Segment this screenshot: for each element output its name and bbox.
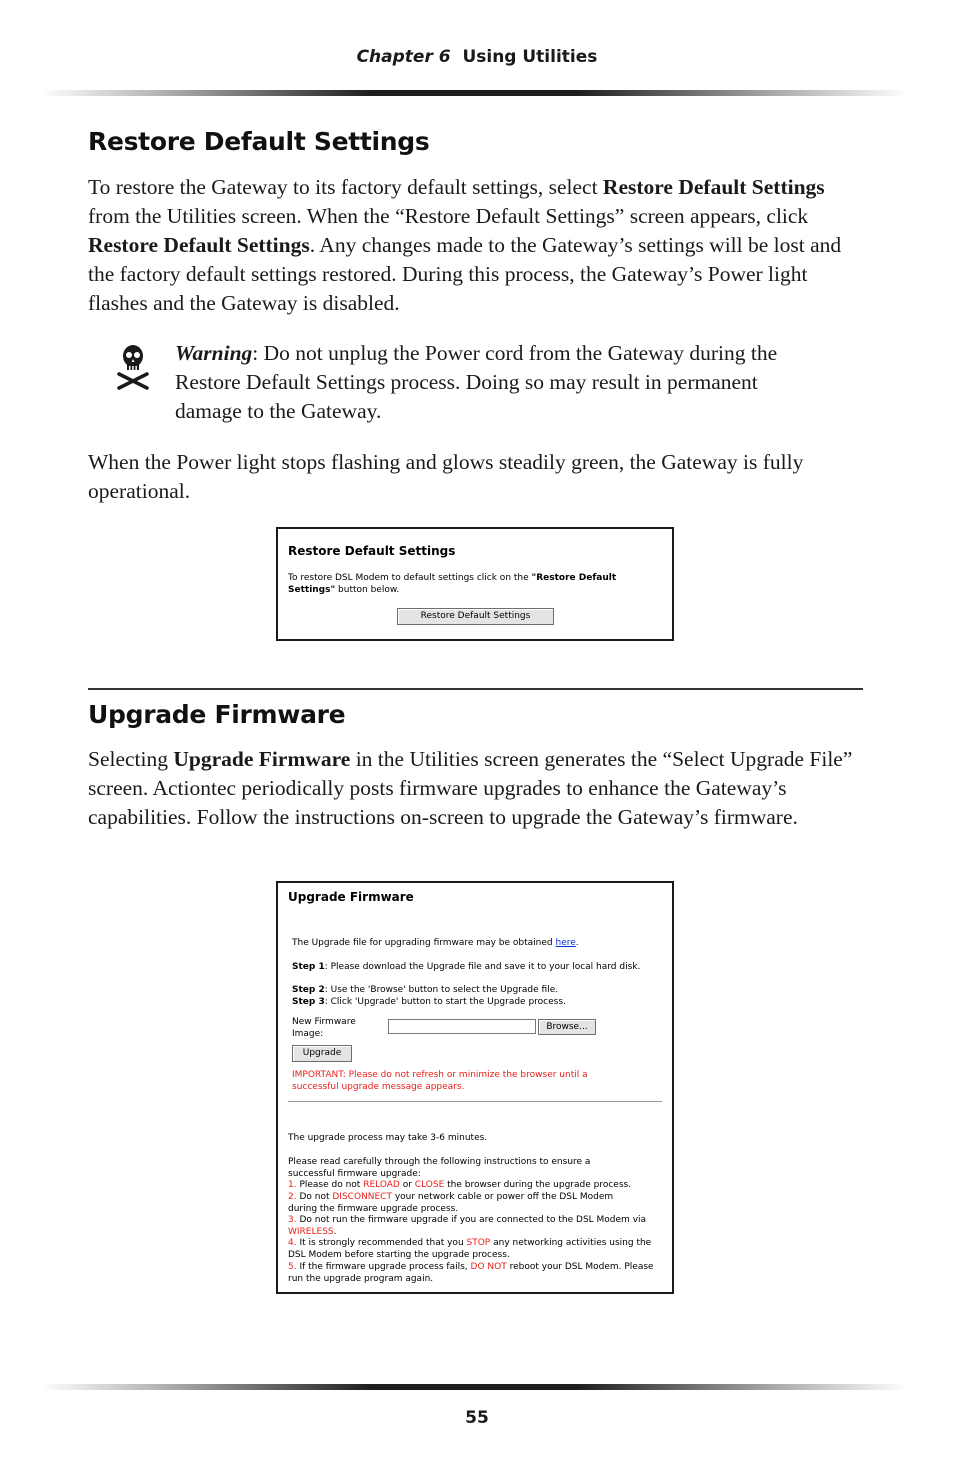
step-3 xyxy=(292,996,652,1008)
footer-rule xyxy=(40,1384,908,1390)
chapter-title: Using Utilities xyxy=(462,47,598,67)
screenshot-title: Upgrade Firmware xyxy=(288,890,414,904)
text-run: . xyxy=(333,1227,337,1237)
restore-paragraph xyxy=(88,173,868,318)
instruction-item xyxy=(288,1261,662,1285)
text-run: Selecting xyxy=(88,747,174,771)
item-number: 4. xyxy=(288,1238,297,1248)
text-run: reboot your DSL Modem. Please run the upgrade program again. xyxy=(288,1262,654,1284)
header-rule xyxy=(40,90,908,96)
text-run: Do not run the firmware upgrade if you are connected to the DSL Modem via xyxy=(296,1215,647,1225)
step-1 xyxy=(292,961,652,973)
step-text: : Please download the Upgrade file and save it to your local hard disk. xyxy=(324,962,641,972)
item-number: 2. xyxy=(288,1192,297,1202)
step-2 xyxy=(292,984,652,996)
instruction-item xyxy=(288,1179,662,1191)
upgrade-paragraph xyxy=(88,745,863,832)
chapter-label: Chapter 6 xyxy=(356,47,451,67)
text-run: the browser during the upgrade process. xyxy=(444,1180,632,1190)
skull-crossbones-icon xyxy=(115,342,151,390)
text-run: If the firmware upgrade process fails, xyxy=(296,1262,471,1272)
page-number: 55 xyxy=(465,1408,489,1428)
text-run: any networking activities using the DSL Modem before starting the upgrade process. xyxy=(288,1238,652,1260)
highlight: RELOAD xyxy=(363,1180,400,1190)
bold-run: "Restore Default Settings" xyxy=(288,573,617,595)
text-run: Do not xyxy=(296,1192,333,1202)
text-run: or xyxy=(399,1180,415,1190)
restore-screenshot xyxy=(276,527,674,641)
upgrade-button[interactable]: Upgrade xyxy=(292,1045,352,1062)
restore-paragraph-2: When the Power light stops flashing and glows steadily green, the Gateway is fully operational. xyxy=(88,450,804,503)
here-link[interactable]: here xyxy=(555,938,576,948)
step-text: : Click 'Upgrade' button to start the Upgrade process. xyxy=(324,997,566,1007)
upgrade-heading: Upgrade Firmware xyxy=(88,700,346,729)
text-run: Please do not xyxy=(296,1180,364,1190)
step-label: Step 3 xyxy=(292,997,325,1007)
important-notice: IMPORTANT: Please do not refresh or minimize the browser until a successful upgrade message appears. xyxy=(292,1070,588,1092)
firmware-image-label: New Firmware Image: xyxy=(292,1017,356,1039)
inner-divider xyxy=(288,1101,662,1102)
warning-note xyxy=(175,339,795,426)
item-number: 1. xyxy=(288,1180,297,1190)
firmware-file-input[interactable] xyxy=(388,1019,536,1034)
browse-button[interactable]: Browse... xyxy=(538,1019,596,1035)
text-run: To restore the Gateway to its factory default settings, select xyxy=(88,175,603,199)
step-label: Step 2 xyxy=(292,985,325,995)
highlight: CLOSE xyxy=(414,1180,445,1190)
text-run: . Any changes made to the Gateway’s settings will be lost and the factory default settings restored. During this process, the Gateway’s Power light flashes and the Gateway is disabled. xyxy=(88,233,842,315)
instruction-item xyxy=(288,1191,644,1215)
obtain-text xyxy=(292,937,662,949)
bold-run: Restore Default Settings xyxy=(602,175,825,199)
text-run: your network cable or power off the DSL Modem during the firmware upgrade process. xyxy=(288,1192,614,1214)
restore-heading: Restore Default Settings xyxy=(88,127,430,156)
section-divider xyxy=(88,688,863,690)
bold-run: Upgrade Firmware xyxy=(173,747,351,771)
instruction-item xyxy=(288,1214,662,1238)
instruction-item xyxy=(288,1237,666,1261)
step-text: : Use the 'Browse' button to select the Upgrade file. xyxy=(324,985,559,995)
item-number: 3. xyxy=(288,1215,297,1225)
text-run: in the Utilities screen generates the “Select Upgrade File” screen. Actiontec periodically posts firmware upgrades to enhance the Gateway’s capabilities. Follow the instructions on-screen to upgrade the Gateway’s firmware. xyxy=(88,747,853,829)
restore-default-settings-button[interactable]: Restore Default Settings xyxy=(397,608,554,625)
screenshot-title: Restore Default Settings xyxy=(288,544,456,558)
highlight: STOP xyxy=(466,1238,491,1248)
text-run: button below. xyxy=(335,585,400,595)
warning-label: Warning xyxy=(175,341,253,365)
duration-note: The upgrade process may take 3-6 minutes. xyxy=(288,1133,488,1143)
screenshot-text xyxy=(288,572,658,596)
bold-run: Restore Default Settings xyxy=(88,233,310,257)
text-run: It is strongly recommended that you xyxy=(296,1238,467,1248)
text-run: . xyxy=(575,938,579,948)
highlight: DO NOT xyxy=(470,1262,507,1272)
step-label: Step 1 xyxy=(292,962,325,972)
text-run: from the Utilities screen. When the “Restore Default Settings” screen appears, click xyxy=(88,204,809,228)
item-number: 5. xyxy=(288,1262,297,1272)
upgrade-screenshot xyxy=(276,881,674,1294)
warning-text: : Do not unplug the Power cord from the Gateway during the Restore Default Settings process. Doing so may result in permanent damage to the Gateway. xyxy=(175,341,778,423)
highlight: WIRELESS xyxy=(288,1227,334,1237)
text-run: To restore DSL Modem to default settings click on the xyxy=(288,573,532,583)
highlight: DISCONNECT xyxy=(332,1192,392,1202)
instructions-intro: Please read carefully through the following instructions to ensure a successful firmware upgrade: xyxy=(288,1157,591,1179)
running-header xyxy=(0,47,954,67)
text-run: The Upgrade file for upgrading firmware may be obtained xyxy=(292,938,556,948)
